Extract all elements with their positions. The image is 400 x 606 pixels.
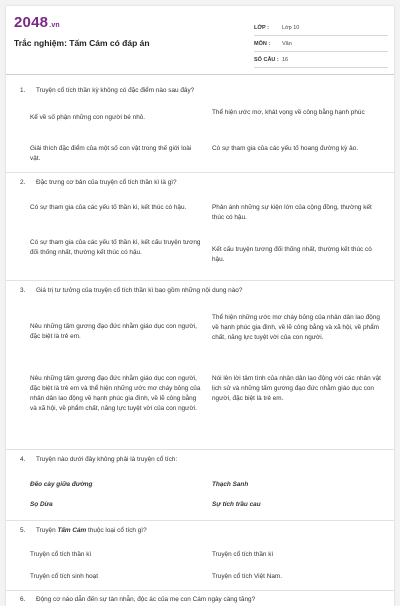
q3-option-c[interactable]: Nêu những tấm gương đạo đức nhằm giáo dục con người, đặc biệt là trẻ em và thể hiện những ước mơ cháy bỏng của nhân dân lao động về hạnh phúc gia đình, về lẽ công bằng và xã hội, về phẩm chất, năng lực tuyệt vời của con người. (30, 375, 201, 412)
question-divider (6, 172, 394, 173)
q2-option-b[interactable]: Phản ánh những sự kiện lớn của cộng đồng, thường kết thúc có hậu. (212, 204, 372, 221)
question-text: Giá trị tư tưởng của truyện cổ tích thần kì bao gồm những nội dung nào? (36, 287, 243, 294)
q2-option-d[interactable]: Kết cấu truyện tương đối thống nhất, thường kết thúc có hậu. (212, 246, 372, 263)
q4-option-b[interactable]: Thạch Sanh (212, 481, 249, 488)
logo-text: 2048 (14, 14, 49, 31)
logo-suffix: .vn (49, 22, 60, 29)
q5-option-b[interactable]: Truyện cổ tích thần kì (212, 551, 274, 558)
question-text: Truyện cổ tích thần kỳ không có đặc điểm nào sau đây? (36, 87, 195, 94)
q5-option-a[interactable]: Truyện cổ tích thần kì (30, 551, 92, 558)
q2-option-c[interactable]: Có sự tham gia của các yếu tố thần kì, kết cấu truyện tương đối thống nhất, thường kết thúc có hậu. (30, 239, 201, 256)
site-logo[interactable] (14, 14, 60, 31)
question-number: 1. (20, 87, 26, 94)
q1-option-a[interactable]: Kể về số phận những con người bé nhỏ. (30, 114, 146, 121)
q2-option-a[interactable]: Có sự tham gia của các yếu tố thần kì, kết thúc có hậu. (30, 204, 187, 211)
question-text-emphasis: Tấm Cám (57, 527, 87, 534)
question-divider (6, 520, 394, 521)
question-text-before: Truyện (36, 527, 56, 534)
worksheet-page (6, 6, 394, 606)
page-title: Trắc nghiệm: Tấm Cám có đáp án (14, 38, 150, 48)
question-number: 2. (20, 179, 26, 186)
meta-grade-value: Lớp 10 (282, 24, 300, 31)
question-text: Đặc trưng cơ bản của truyện cổ tích thần kì là gì? (36, 179, 177, 186)
q1-option-b[interactable]: Thể hiện ước mơ, khát vọng về công bằng hạnh phúc (212, 109, 365, 116)
question-text-after: thuộc loại cổ tích gì? (88, 527, 147, 534)
meta-count-label: SỐ CÂU : (254, 56, 279, 63)
question-divider (6, 280, 394, 281)
meta-info (254, 20, 388, 68)
q1-option-c[interactable]: Giải thích đặc điểm của một số con vật trong thế giới loài vật. (30, 145, 192, 162)
question-text: Động cơ nào dẫn đến sự tàn nhẫn, độc ác của mẹ con Cám ngày càng tăng? (36, 596, 256, 603)
q3-option-d[interactable]: Nói lên lời tâm tình của nhân dân lao động với các nhân vật lịch sử và những tấm gương đạo đức nhằm giáo dục con người, đặc biệt là trẻ em. (212, 375, 381, 402)
meta-grade (254, 20, 388, 36)
meta-count-value: 16 (282, 56, 289, 63)
page-header (6, 6, 394, 64)
q3-option-a[interactable]: Nêu những tấm gương đạo đức nhằm giáo dục con người, đặc biệt là trẻ em. (30, 323, 197, 340)
q5-option-d[interactable]: Truyện cổ tích Việt Nam. (212, 573, 282, 580)
q1-option-d[interactable]: Có sự tham gia của các yếu tố hoang đường kỳ ảo. (212, 145, 358, 152)
q4-option-c[interactable]: Sọ Dừa (30, 501, 53, 508)
question-divider (6, 590, 394, 591)
meta-count (254, 52, 388, 68)
question-number: 3. (20, 287, 26, 294)
question-divider (6, 449, 394, 450)
question-text (36, 526, 376, 536)
question-number: 6. (20, 596, 26, 603)
question-text: Truyện nào dưới đây không phải là truyện cổ tích: (36, 456, 178, 463)
q4-option-d[interactable]: Sự tích trầu cau (212, 501, 261, 508)
q3-option-b[interactable]: Thể hiện những ước mơ cháy bỏng của nhân dân lao động về hạnh phúc gia đình, về lẽ công bằng và xã hội, về phẩm chất, năng lực tuyệt vời của con người. (212, 314, 380, 341)
header-divider (6, 74, 394, 75)
meta-subject (254, 36, 388, 52)
question-number: 4. (20, 456, 26, 463)
q5-option-c[interactable]: Truyện cổ tích sinh hoạt (30, 573, 98, 580)
meta-subject-label: MÔN : (254, 40, 271, 47)
meta-subject-value: Văn (282, 40, 292, 47)
question-number: 5. (20, 527, 26, 534)
meta-grade-label: LỚP : (254, 24, 269, 31)
q4-option-a[interactable]: Đẽo cày giữa đường (30, 481, 93, 488)
